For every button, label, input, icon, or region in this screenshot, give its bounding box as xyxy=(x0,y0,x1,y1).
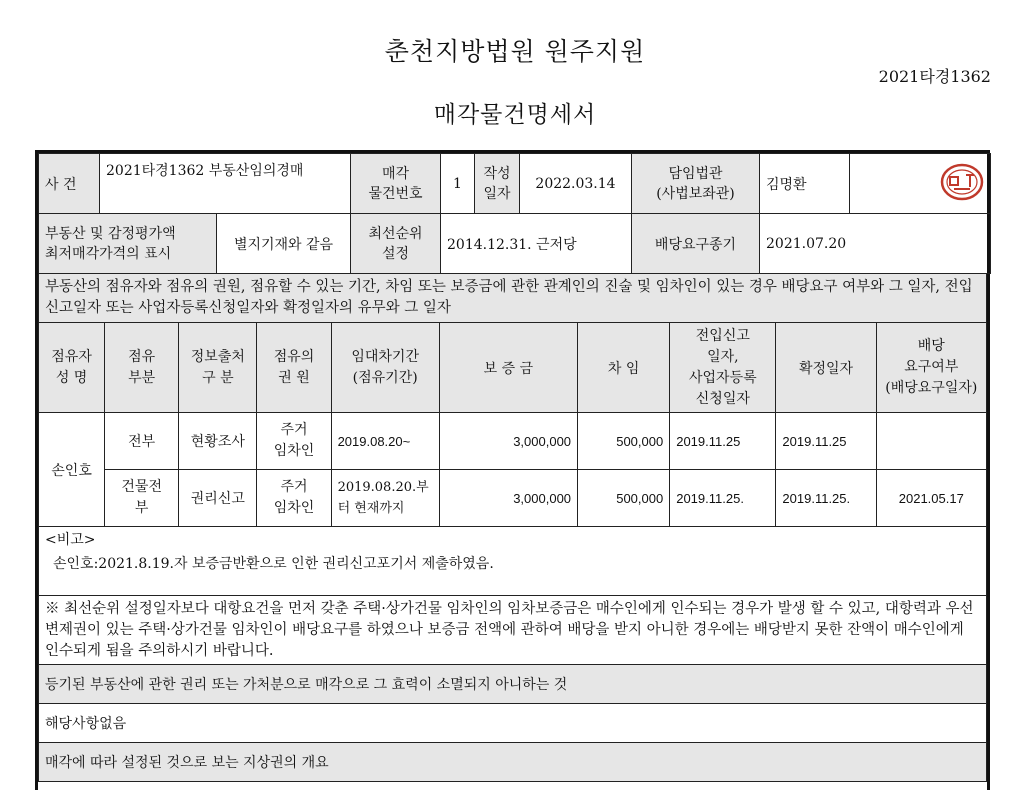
table-row xyxy=(39,413,987,470)
col-deposit: 보 증 금 xyxy=(439,323,577,413)
court-name: 춘천지방법원 원주지원 xyxy=(384,37,646,66)
case-label: 사 건 xyxy=(39,154,100,214)
item-no-value: 1 xyxy=(441,154,475,214)
remarks-label: <비고> xyxy=(45,532,96,548)
priority-value: 2014.12.31. 근저당 xyxy=(441,214,632,274)
row-period: 2019.08.20.부 터 현재까지 xyxy=(331,470,439,527)
col-fixed-date: 확정일자 xyxy=(776,323,876,413)
row-fixed-date: 2019.11.25 xyxy=(776,413,876,470)
table-row xyxy=(39,470,987,527)
col-occupied-part: 점유 부분 xyxy=(105,323,179,413)
row-source: 권리신고 xyxy=(179,470,257,527)
notice-text: ※ 최선순위 설정일자보다 대항요건을 먼저 갖춘 주택·상가건물 임차인의 임차보증금은 매수인에게 인수되는 경우가 발생 할 수 있고, 대항력과 우선변제권이 있는 주택·상가건물 임차인이 배당요구를 하였으나 보증금 전액에 관하여 배당을 받지 아니한 경우에는 배당받지 못한 잔액이 매수인에게 인수되게 됨을 주의하시기 바랍니다. xyxy=(39,596,987,665)
write-date-value: 2022.03.14 xyxy=(520,154,632,214)
document-title: 매각물건명세서 xyxy=(433,102,597,128)
row-deposit: 3,000,000 xyxy=(439,413,577,470)
priority-label: 최선순위 설정 xyxy=(351,214,441,274)
info-table xyxy=(38,153,991,214)
col-dividend: 배당 요구여부 (배당요구일자) xyxy=(876,323,986,413)
row-dividend xyxy=(876,413,986,470)
col-occupant-name: 점유자 성 명 xyxy=(39,323,105,413)
case-value: 2021타경1362 부동산임의경매 xyxy=(100,154,351,214)
deadline-label: 배당요구종기 xyxy=(632,214,760,274)
judge-value: 김명환 xyxy=(760,154,850,214)
row-title: 주거 임차인 xyxy=(257,470,331,527)
occupant-name: 손인호 xyxy=(39,413,105,527)
write-date-label: 작성 일자 xyxy=(475,154,520,214)
row-part: 전부 xyxy=(105,413,179,470)
row-source: 현황조사 xyxy=(179,413,257,470)
document-frame xyxy=(35,150,990,790)
row-move-in: 2019.11.25. xyxy=(670,470,776,527)
col-lease-period: 임대차기간 (점유기간) xyxy=(331,323,439,413)
judge-seal xyxy=(850,154,991,214)
row-deposit: 3,000,000 xyxy=(439,470,577,527)
row-move-in: 2019.11.25 xyxy=(670,413,776,470)
row-period: 2019.08.20~ xyxy=(331,413,439,470)
row-part: 건물전 부 xyxy=(105,470,179,527)
item-no-label: 매각 물건번호 xyxy=(351,154,441,214)
info-table-2 xyxy=(38,213,991,274)
min-price-value: 별지기재와 같음 xyxy=(217,214,351,274)
row-fixed-date: 2019.11.25. xyxy=(776,470,876,527)
section-heading: 매각에 따라 설정된 것으로 보는 지상권의 개요 xyxy=(39,743,987,782)
row-dividend: 2021.05.17 xyxy=(876,470,986,527)
remarks-cell xyxy=(39,527,987,596)
deadline-value: 2021.07.20 xyxy=(760,214,991,274)
case-number: 2021타경1362 xyxy=(878,67,991,86)
min-price-label: 부동산 및 감정평가액 최저매각가격의 표시 xyxy=(39,214,217,274)
col-rent: 차 임 xyxy=(578,323,670,413)
seal-stamp-icon xyxy=(940,163,984,201)
occupancy-description: 부동산의 점유자와 점유의 권원, 점유할 수 있는 기간, 차임 또는 보증금에 관한 관계인의 진술 및 임차인이 있는 경우 배당요구 여부와 그 일자, 전입신고일자 또는 사업자등록신청일자와 확정일자의 유무와 그 일자 xyxy=(39,274,987,323)
col-move-in-date: 전입신고 일자, 사업자등록 신청일자 xyxy=(670,323,776,413)
row-rent: 500,000 xyxy=(578,470,670,527)
section-heading: 등기된 부동산에 관한 권리 또는 가처분으로 매각으로 그 효력이 소멸되지 아니하는 것 xyxy=(39,665,987,704)
section-body: 해당사항없음 xyxy=(39,704,987,743)
row-rent: 500,000 xyxy=(578,413,670,470)
col-info-source: 정보출처 구 분 xyxy=(179,323,257,413)
judge-label: 담임법관 (사법보좌관) xyxy=(632,154,760,214)
remarks-text: 손인호:2021.8.19.자 보증금반환으로 인한 권리신고포기서 제출하였음. xyxy=(53,556,494,572)
row-title: 주거 임차인 xyxy=(257,413,331,470)
occupancy-table xyxy=(38,273,987,782)
col-title: 점유의 권 원 xyxy=(257,323,331,413)
